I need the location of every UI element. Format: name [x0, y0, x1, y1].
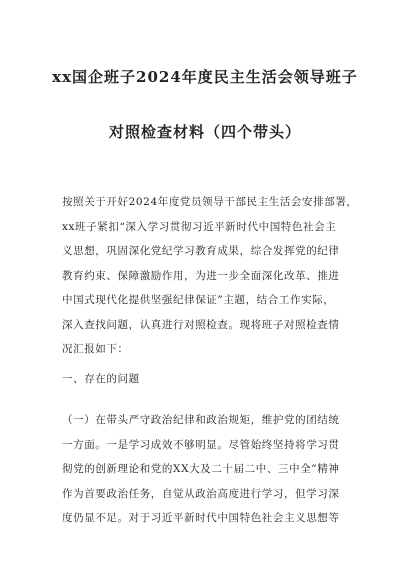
intro-line-7: 况汇报如下：: [62, 343, 129, 355]
section-heading: 一、存在的问题: [62, 373, 140, 385]
section-1-line-5: 度仍显不足。对于习近平新时代中国特色社会主义思想等: [62, 512, 340, 524]
section-1-line-4: 作为首要政治任务，自觉从政治高度进行学习，但学习深: [62, 487, 340, 500]
section-1-line-1: （一）在带头严守政治纪律和政治规矩，维护党的团结统: [62, 414, 340, 426]
intro-line-2: xx班子紧扣“深入学习贯彻习近平新时代中国特色社会主: [62, 220, 337, 233]
section-1-line-3: 彻党的创新理论和党的XX大及二十届二中、三中全”精神: [62, 463, 340, 475]
document-title-line-1: xx国企班子2024年度民主生活会领导班子: [52, 68, 358, 86]
section-1-paragraph: [62, 408, 362, 531]
intro-line-6: 深入查找问题，认真进行对照检查。现将班子对照检查情: [62, 318, 340, 331]
document-title-line-2: 对照检查材料（四个带头）: [108, 123, 301, 141]
intro-line-1: 按照关于开好2024年度党员领导干部民主生活会安排部署，: [62, 196, 358, 208]
intro-line-4: 教育约束、保障激励作用，为进一步全面深化改革、推进: [62, 269, 340, 282]
intro-line-3: 义思想，巩固深化党纪学习教育成果，综合发挥党的纪律: [62, 245, 340, 257]
intro-paragraph: [62, 190, 362, 362]
section-1-line-2: 一方面。一是学习成效不够明显。尽管始终坚持将学习贯: [62, 438, 340, 451]
intro-line-5: 中国式现代化提供坚强纪律保证”主题，结合工作实际，: [62, 294, 335, 306]
